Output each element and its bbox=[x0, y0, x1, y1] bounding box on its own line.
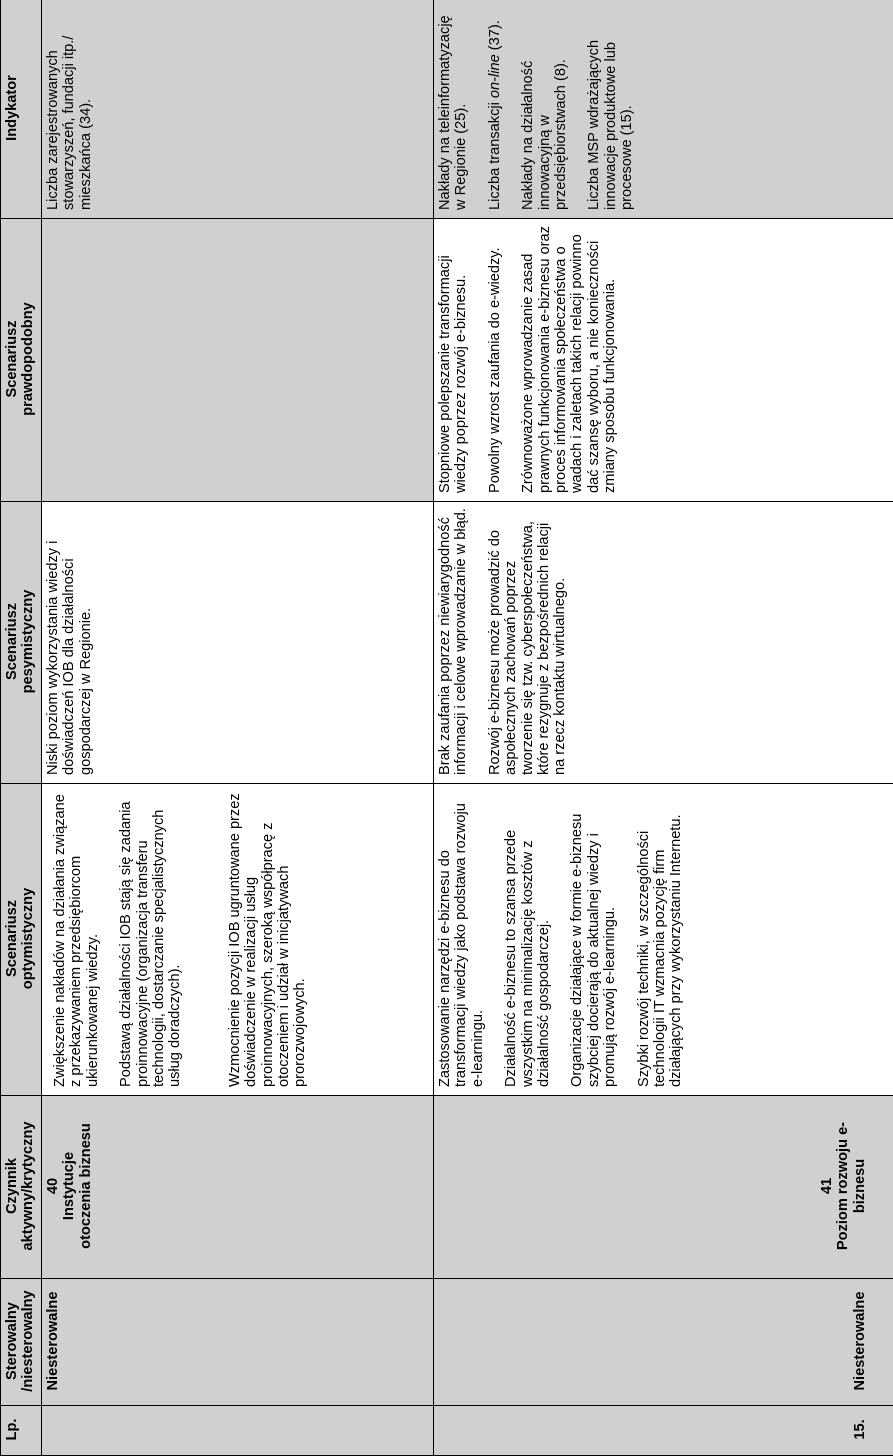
cell-czynnik: 40 Instytucje otoczenia biznesu bbox=[42, 1096, 434, 1279]
indicator-text: Liczba zarejestrowanych stowarzyszeń, fundacji itp./ mieszkańca (34). bbox=[45, 35, 94, 210]
scenario-text: Zastosowanie narzędzi e-biznesu do transformacji wiedzy jako podstawa rozwoju e-learningu. bbox=[437, 803, 486, 1087]
scenario-text: Stopniowe polepszanie transformacji wiedzy poprzez rozwój e-biznesu. bbox=[437, 255, 470, 493]
scenario-text: Zwiększenie nakładów na działania związane z przekazywaniem przedsiębiorcom ukierunkowanej wiedzy. bbox=[52, 794, 101, 1087]
scenario-text: Szybki rozwój techniki, w szczególności technologii IT wzmacnia pozycję firm działających przy wykorzystaniu Internetu. bbox=[635, 814, 685, 1087]
cell-optymistyczny bbox=[434, 784, 893, 1096]
cell-lp bbox=[42, 1406, 434, 1456]
scenario-text: Niski poziom wykorzystania wiedzy i doświadczeń IOB dla działalności gospodarczej w Regionie. bbox=[45, 540, 94, 775]
cell-indykator bbox=[42, 0, 434, 219]
scenario-text: Podstawą działalności IOB stają się zadania proinnowacyjne (organizacja transferu technologii, dostarczanie specjalistycznych usług doradczych). bbox=[118, 801, 184, 1087]
header-row bbox=[1, 0, 42, 1456]
indicator-text: Nakłady na działalność innowacyjną w przedsiębiorstwach (8). bbox=[520, 59, 570, 210]
scenario-text: Działalność e-biznesu to szansa przede wszystkim na minimalizację kosztów z działalność gospodarczej. bbox=[503, 829, 553, 1087]
header-prawdopodobny: Scenariusz prawdopodobny bbox=[1, 219, 42, 502]
header-czynnik: Czynnik aktywny/krytyczny bbox=[1, 1096, 42, 1279]
table-row-41 bbox=[434, 0, 893, 1456]
indicator-text: Nakłady na teleinformatyzację w Regionie (25). bbox=[437, 15, 470, 210]
cell-prawdopodobny bbox=[434, 219, 893, 502]
spacer bbox=[201, 790, 227, 1087]
header-indykator: Indykator bbox=[1, 0, 42, 219]
cell-sterowalny: Niesterowalne bbox=[42, 1279, 434, 1406]
cell-czynnik: 41 Poziom rozwoju e- biznesu bbox=[434, 1096, 893, 1279]
scenario-text: Brak zaufania poprzez niewiarygodność informacji i celowe wprowadzanie w błąd. bbox=[437, 508, 470, 775]
scenario-text: Organizacje działające w formie e-biznesu szybciej docierają do aktualnej wiedzy i promują rozwój e-learningu. bbox=[569, 813, 619, 1087]
indicator-text: Liczba MSP wdrażających innowacje produktowe lub procesowe (15). bbox=[586, 39, 636, 210]
header-lp: Lp. bbox=[1, 1406, 42, 1456]
cell-sterowalny: Niesterowalne bbox=[434, 1279, 893, 1406]
cell-pesymistyczny bbox=[42, 502, 434, 784]
header-optymistyczny: Scenariusz optymistyczny bbox=[1, 784, 42, 1096]
cell-pesymistyczny bbox=[434, 502, 893, 784]
scenario-text: Powolny wzrost zaufania do e-wiedzy. bbox=[486, 247, 503, 493]
indicator-text: Liczba transakcji on-line (37). bbox=[486, 20, 503, 210]
cell-prawdopodobny bbox=[42, 219, 434, 502]
scenario-text: Zrównoważone wprowadzanie zasad prawnych funkcjonowania e-biznesu oraz proces informowania społeczeństwa o wadach i zaletach takich relacji powinno dać szansę wyboru, a nie konieczności zmiany sposobu funkcjonowania. bbox=[520, 226, 619, 493]
cell-lp: 15. bbox=[434, 1406, 893, 1456]
header-pesymistyczny: Scenariusz pesymistyczny bbox=[1, 502, 42, 784]
cell-indykator bbox=[434, 0, 893, 219]
header-sterowalny: Sterowalny /niesterowalny bbox=[1, 1279, 42, 1406]
cell-optymistyczny bbox=[42, 784, 434, 1096]
scenario-text: Wzmocnienie pozycji IOB ugruntowane przez doświadczenie w realizacji usług proinnowacyjnych, szeroką współpracę z otoczeniem i udział w inicjatywach prorozwojowych. bbox=[226, 793, 309, 1087]
table-row-40 bbox=[42, 0, 434, 1456]
scenario-text: Rozwój e-biznesu może prowadzić do aspołecznych zachowań poprzez tworzenie się tzw. cyberspołeczeństwa, które rezygnuje z bezpośrednich relacji na rzecz kontaktu wirtualnego. bbox=[486, 521, 569, 775]
